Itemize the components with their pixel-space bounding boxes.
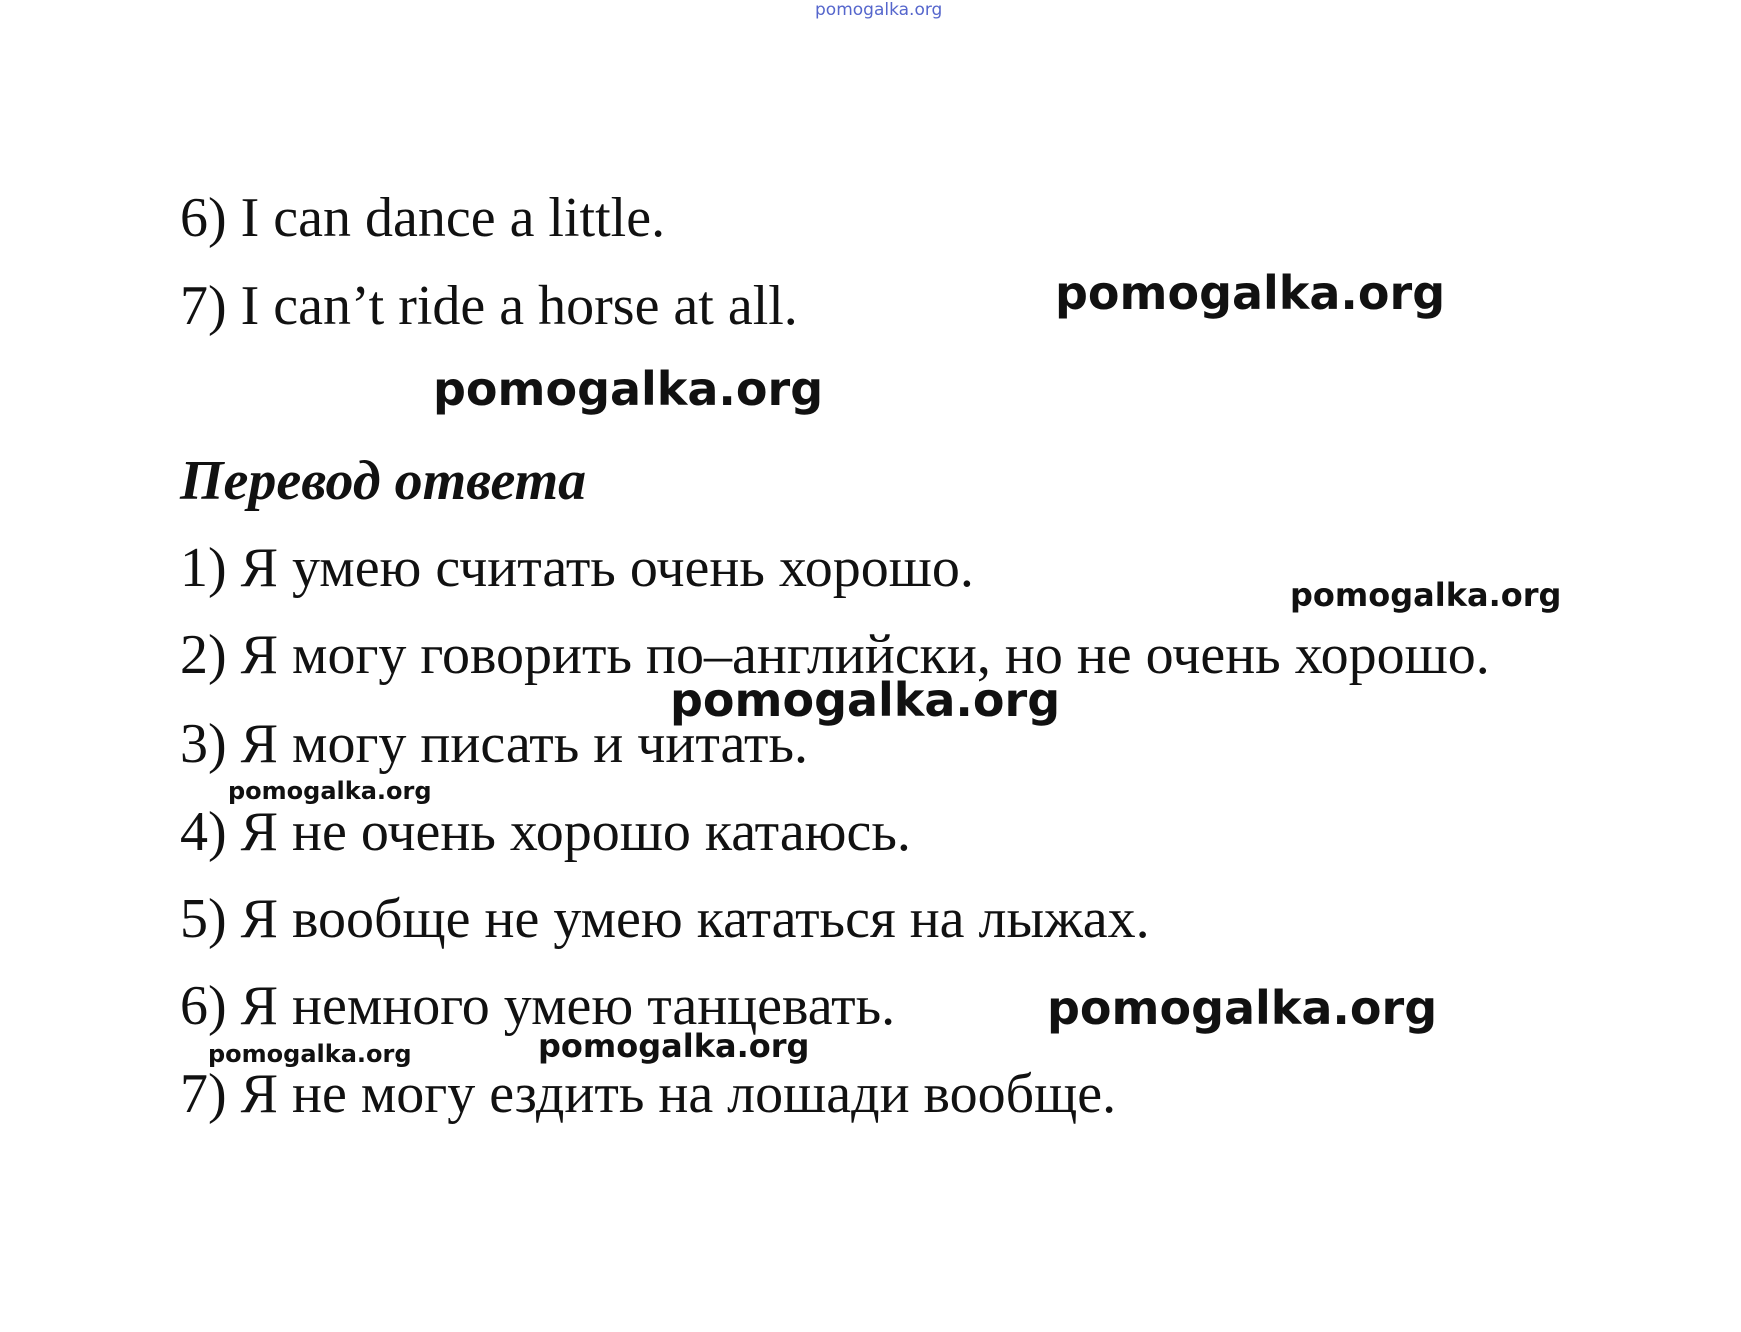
watermark: pomogalka.org [433,362,824,416]
answer-ru-5: 5) Я вообще не умею кататься на лыжах. [180,888,1150,950]
answer-ru-3: 3) Я могу писать и читать. [180,713,808,775]
answer-ru-6: 6) Я немного умею танцевать. [180,975,896,1037]
answer-ru-7: 7) Я не могу ездить на лошади вообще. [180,1063,1117,1125]
watermark: pomogalka.org [1047,981,1438,1035]
watermark: pomogalka.org [228,777,432,805]
answer-en-6: 6) I can dance a little. [180,187,666,249]
answer-en-7: 7) I can’t ride a horse at all. [180,275,798,337]
answer-ru-1: 1) Я умею считать очень хорошо. [180,537,974,599]
watermark: pomogalka.org [538,1027,810,1065]
answer-ru-2: 2) Я могу говорить по–английски, но не очень хорошо. [180,624,1490,686]
translation-heading: Перевод ответа [180,450,587,512]
watermark: pomogalka.org [1290,576,1562,614]
answer-ru-4: 4) Я не очень хорошо катаюсь. [180,801,911,863]
watermark: pomogalka.org [208,1040,412,1068]
top-watermark: pomogalka.org [815,0,943,20]
watermark: pomogalka.org [1055,266,1446,320]
watermark: pomogalka.org [670,673,1061,727]
